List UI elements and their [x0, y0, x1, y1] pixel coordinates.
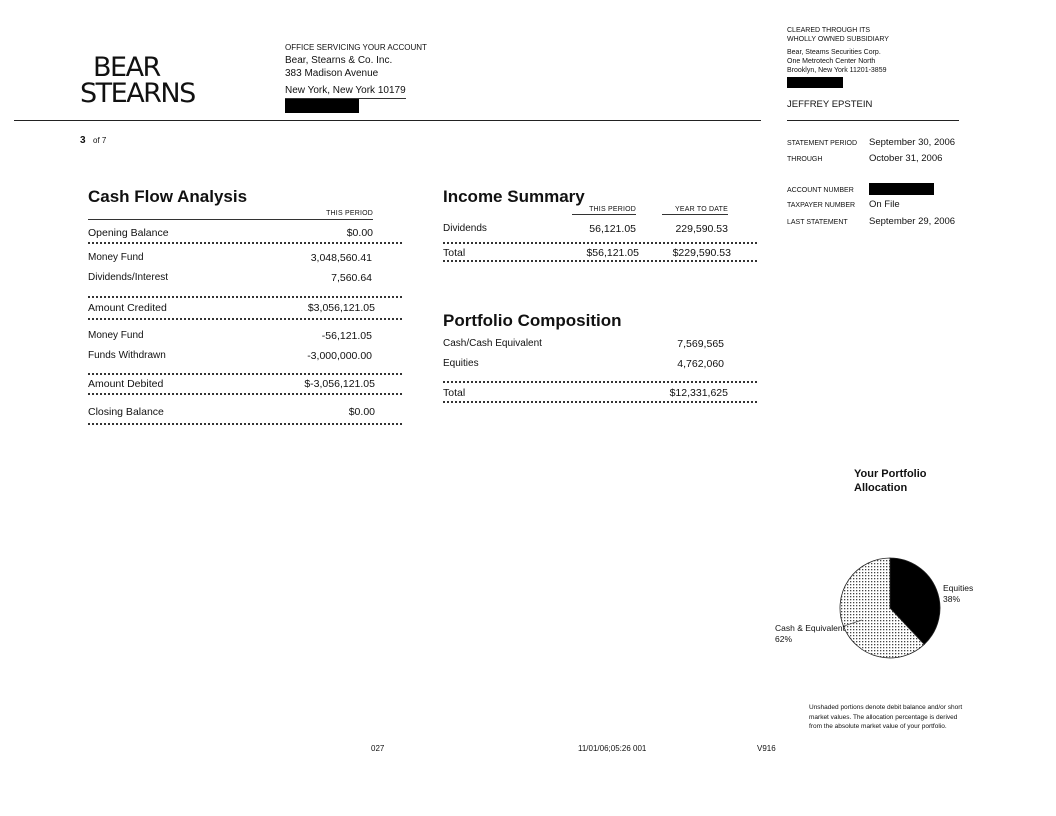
allocation-note-line-1: Unshaded portions denote debit balance and/or short: [809, 704, 963, 711]
dotted-rule: [88, 373, 402, 375]
income-col-this-period: THIS PERIOD: [572, 206, 636, 215]
cash-flow-col-header: THIS PERIOD: [326, 210, 373, 217]
taxpayer-label: TAXPAYER NUMBER: [787, 202, 856, 209]
account-number-label: ACCOUNT NUMBER: [787, 187, 854, 194]
equities-label: [943, 583, 973, 605]
logo-line-1: BEAR: [93, 52, 160, 83]
allocation-title: [854, 467, 927, 495]
statement-period-value: September 30, 2006: [869, 137, 956, 148]
dotted-rule: [443, 381, 757, 383]
equities-label-pct: 38%: [943, 594, 961, 604]
last-statement-label: LAST STATEMENT: [787, 219, 848, 226]
income-row-label: Total: [443, 247, 466, 259]
cash-flow-row-value: -3,000,000.00: [307, 350, 372, 362]
logo-line-2: STEARNS: [80, 78, 195, 109]
income-row-ytd: $229,590.53: [672, 247, 731, 259]
cash-flow-row-label: Closing Balance: [88, 406, 164, 418]
portfolio-row-label: Equities: [443, 358, 479, 369]
dotted-rule: [443, 401, 757, 403]
office-heading: OFFICE SERVICING YOUR ACCOUNT: [285, 43, 427, 52]
portfolio-row-value: 7,569,565: [677, 338, 724, 350]
redacted-block: [787, 75, 889, 93]
cash-flow-row-value: $0.00: [348, 406, 375, 418]
last-statement-value: September 29, 2006: [869, 216, 956, 227]
cash-flow-row-value: $0.00: [346, 227, 373, 239]
cash-flow-row-label: Funds Withdrawn: [88, 350, 166, 361]
dotted-rule: [88, 242, 402, 244]
cash-flow-row-value: -56,121.05: [321, 330, 372, 342]
allocation-title-line-2: Allocation: [854, 482, 908, 494]
cash-flow-row-value: $3,056,121.05: [307, 302, 375, 314]
client-name: JEFFREY EPSTEIN: [787, 99, 873, 110]
cash-flow-row-label: Amount Credited: [88, 302, 167, 314]
clearing-city: Brooklyn, New York 11201-3859: [787, 67, 887, 74]
page-total: of 7: [93, 136, 107, 145]
redacted-block: [285, 99, 427, 118]
income-row-label: Dividends: [443, 223, 487, 234]
allocation-note-line-2: market values. The allocation percentage is derived: [809, 713, 958, 721]
dotted-rule: [443, 260, 757, 262]
statement-period-label: STATEMENT PERIOD: [787, 140, 858, 147]
clearing-corp: Bear, Steams Securities Corp.: [787, 49, 881, 56]
statement-info: [787, 137, 987, 232]
office-city: New York, New York 10179: [285, 84, 406, 99]
income-row-period: 56,121.05: [589, 223, 636, 235]
taxpayer-value: On File: [869, 199, 900, 210]
dotted-rule: [443, 242, 757, 244]
through-label: THROUGH: [787, 156, 823, 163]
cash-flow-row-value: 3,048,560.41: [310, 252, 372, 264]
cash-flow-row-value: $-3,056,121.05: [304, 378, 375, 390]
portfolio-row-label: Total: [443, 387, 466, 399]
portfolio-row-value: 4,762,060: [677, 358, 724, 370]
allocation-pie-chart: [760, 548, 960, 664]
cash-flow-row-label: Dividends/Interest: [88, 272, 169, 283]
office-street: 383 Madison Avenue: [285, 68, 379, 79]
portfolio-row-value: $12,331,625: [669, 387, 728, 399]
office-name: Bear, Stearns & Co. Inc.: [285, 55, 393, 66]
footer-code-1: 027: [371, 744, 385, 753]
dotted-rule: [88, 393, 402, 395]
clearing-street: One Metrotech Center North: [787, 58, 876, 65]
allocation-note-line-3: from the absolute market value of your portfolio.: [809, 723, 947, 730]
cash-flow-row-value: 7,560.64: [331, 272, 372, 284]
dotted-rule: [88, 318, 402, 320]
office-address-block: [285, 43, 427, 118]
clearing-line-1: CLEARED THROUGH ITS: [787, 27, 871, 34]
cash-label-pct: 62%: [775, 634, 793, 644]
header-rule: [14, 120, 761, 121]
income-col-ytd: YEAR TO DATE: [662, 206, 728, 215]
cash-flow-row-label: Opening Balance: [88, 227, 169, 239]
cash-flow-header-rule: [88, 219, 373, 220]
portfolio-row-label: Cash/Cash Equivalent: [443, 338, 542, 349]
footer-code-2: V916: [757, 744, 776, 753]
page-current: 3: [80, 135, 86, 146]
income-row-period: $56,121.05: [586, 247, 639, 259]
account-number-redacted: [869, 183, 934, 195]
portfolio-composition-title: Portfolio Composition: [443, 311, 622, 330]
clearing-line-2: WHOLLY OWNED SUBSIDIARY: [787, 36, 889, 43]
bear-stearns-logo: [80, 52, 195, 109]
income-row-ytd: 229,590.53: [675, 223, 728, 235]
income-summary-title: Income Summary: [443, 187, 585, 206]
cash-label: [775, 623, 845, 645]
footer-timestamp: 11/01/06;05:26 001: [578, 744, 647, 753]
page-number: [80, 130, 106, 148]
allocation-note: [809, 703, 984, 732]
through-value: October 31, 2006: [869, 153, 943, 164]
equities-label-name: Equities: [943, 583, 974, 593]
cash-label-name: Cash & Equivalent: [775, 623, 845, 633]
cash-flow-title: Cash Flow Analysis: [88, 187, 248, 206]
header-rule-right: [787, 120, 959, 121]
cash-flow-row-label: Money Fund: [88, 252, 144, 263]
clearing-block: [787, 26, 889, 111]
cash-flow-row-label: Money Fund: [88, 330, 144, 341]
dotted-rule: [88, 423, 402, 425]
dotted-rule: [88, 296, 402, 298]
cash-flow-row-label: Amount Debited: [88, 378, 164, 390]
allocation-title-line-1: Your Portfolio: [854, 468, 927, 480]
